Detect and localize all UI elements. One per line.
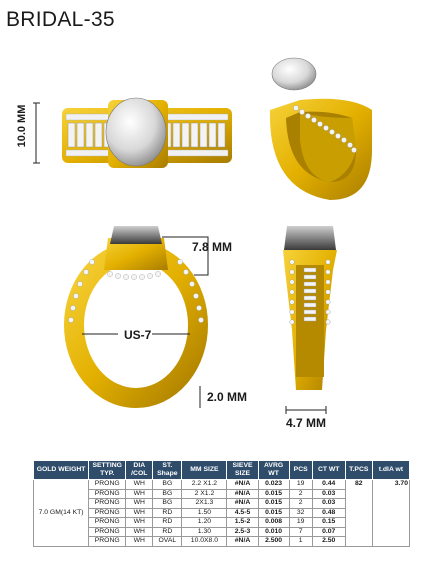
- center-stone: [284, 226, 336, 250]
- header-mm-size: MM SIZE: [182, 461, 227, 480]
- table-cell: RD: [153, 518, 182, 528]
- side-view: [33, 98, 232, 168]
- table-cell: 2.500: [258, 537, 289, 547]
- table-cell: #N/A: [227, 537, 258, 547]
- table-cell: WH: [126, 489, 153, 499]
- center-stone: [106, 98, 166, 166]
- gold-weight-cell: 7.0 GM(14 KT): [34, 480, 89, 547]
- head-dimension-label: 7.8 MM: [192, 240, 233, 254]
- stone-spec-table: [33, 460, 410, 547]
- table-cell: WH: [126, 499, 153, 509]
- table-cell: 0.03: [312, 489, 345, 499]
- header-total-pcs: T.PCS: [345, 461, 372, 480]
- table-cell: 0.015: [258, 499, 289, 509]
- table-cell: 0.03: [312, 499, 345, 509]
- table-cell: #N/A: [227, 499, 258, 509]
- table-cell: RD: [153, 527, 182, 537]
- table-cell: 0.07: [312, 527, 345, 537]
- table-cell: PRONG: [89, 508, 126, 518]
- table-row: [34, 480, 410, 490]
- front-view: [68, 226, 208, 408]
- table-cell: RD: [153, 508, 182, 518]
- table-cell: WH: [126, 527, 153, 537]
- page-title: BRIDAL-35: [6, 8, 115, 31]
- table-cell: 0.015: [258, 508, 289, 518]
- table-cell: 7: [289, 527, 312, 537]
- header-sieve-size: SIEVE SIZE: [227, 461, 258, 480]
- table-cell: PRONG: [89, 518, 126, 528]
- total-dia-wt-cell: 3.70: [372, 480, 409, 547]
- table-cell: 0.015: [258, 489, 289, 499]
- table-cell: 2: [289, 499, 312, 509]
- table-cell: 1: [289, 537, 312, 547]
- table-cell: 0.008: [258, 518, 289, 528]
- table-cell: 19: [289, 518, 312, 528]
- table-cell: 10.0X8.0: [182, 537, 227, 547]
- table-cell: PRONG: [89, 537, 126, 547]
- table-cell: PRONG: [89, 499, 126, 509]
- table-cell: PRONG: [89, 527, 126, 537]
- table-cell: 1.20: [182, 518, 227, 528]
- table-cell: PRONG: [89, 489, 126, 499]
- table-cell: WH: [126, 537, 153, 547]
- perspective-view: [270, 58, 372, 200]
- table-cell: PRONG: [89, 480, 126, 490]
- table-cell: #N/A: [227, 480, 258, 490]
- table-cell: 0.15: [312, 518, 345, 528]
- header-gold-weight: GOLD WEIGHT: [34, 461, 89, 480]
- total-pcs-cell: 82: [345, 480, 372, 547]
- table-cell: BG: [153, 480, 182, 490]
- header-pcs: PCS: [289, 461, 312, 480]
- header-dia-col: DIA /COL: [126, 461, 153, 480]
- table-cell: 1.5-2: [227, 518, 258, 528]
- table-cell: 1.30: [182, 527, 227, 537]
- table-cell: OVAL: [153, 537, 182, 547]
- table-cell: 32: [289, 508, 312, 518]
- table-cell: 2.50: [312, 537, 345, 547]
- center-stone: [110, 226, 162, 244]
- width-dimension-label: 4.7 MM: [286, 416, 327, 430]
- table-cell: 4.5-5: [227, 508, 258, 518]
- table-cell: 2X1.3: [182, 499, 227, 509]
- height-dimension-label: 10.0 MM: [16, 104, 28, 148]
- table-cell: BG: [153, 499, 182, 509]
- table-cell: 0.48: [312, 508, 345, 518]
- table-cell: 2 X1.2: [182, 489, 227, 499]
- table-cell: 2.2 X1.2: [182, 480, 227, 490]
- table-cell: 2: [289, 489, 312, 499]
- table-cell: 0.44: [312, 480, 345, 490]
- center-stone: [272, 58, 316, 90]
- header-total-dia-wt: t.dIA wt: [372, 461, 409, 480]
- table-cell: WH: [126, 508, 153, 518]
- header-ct-wt: CT WT: [312, 461, 345, 480]
- header-avrg-wt: AVRG WT: [258, 461, 289, 480]
- table-cell: #N/A: [227, 489, 258, 499]
- band-dimension-label: 2.0 MM: [207, 390, 248, 404]
- table-header-row: [34, 461, 410, 480]
- header-setting-type: SETTING TYP.: [89, 461, 126, 480]
- table-cell: BG: [153, 489, 182, 499]
- table-cell: 1.50: [182, 508, 227, 518]
- table-cell: 0.010: [258, 527, 289, 537]
- ring-size-label: US-7: [124, 328, 152, 342]
- table-cell: WH: [126, 480, 153, 490]
- table-cell: 2.5-3: [227, 527, 258, 537]
- profile-view: [283, 226, 337, 414]
- table-cell: 19: [289, 480, 312, 490]
- table-cell: WH: [126, 518, 153, 528]
- table-cell: 0.023: [258, 480, 289, 490]
- header-stone-shape: ST. Shape: [153, 461, 182, 480]
- ring-shank: [74, 252, 198, 398]
